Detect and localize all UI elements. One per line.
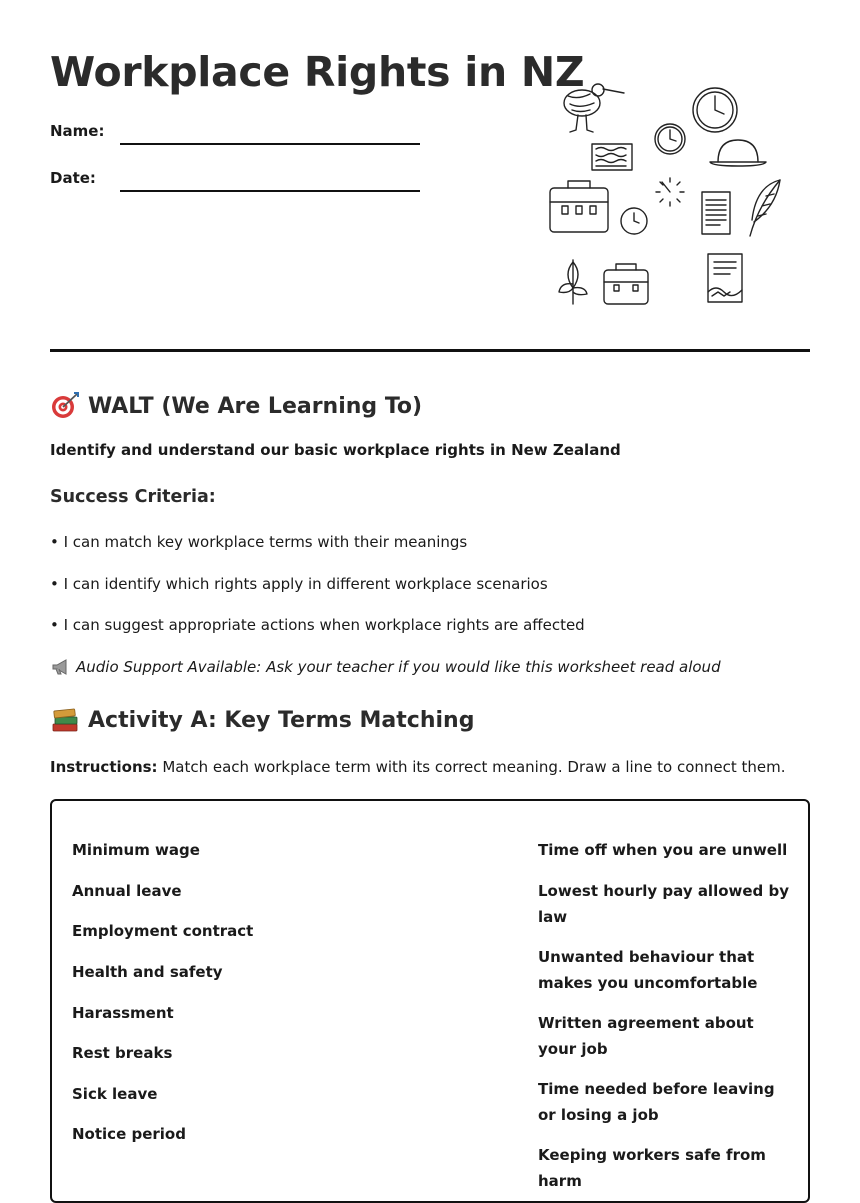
criteria-item: • I can suggest appropriate actions when workplace rights are affected bbox=[50, 616, 585, 634]
criteria-item: • I can identify which rights apply in different workplace scenarios bbox=[50, 575, 548, 593]
matching-box bbox=[50, 799, 810, 1203]
activity-a-instructions bbox=[50, 758, 786, 776]
clock-icon bbox=[621, 208, 647, 234]
document-icon bbox=[702, 192, 730, 234]
meaning-item[interactable]: Unwanted behaviour that makes you uncomfortable bbox=[538, 948, 758, 992]
briefcase-icon bbox=[604, 264, 648, 304]
term-item[interactable]: Minimum wage bbox=[72, 841, 200, 859]
meaning-item[interactable]: Written agreement about your job bbox=[538, 1014, 754, 1058]
criteria-item: • I can match key workplace terms with their meanings bbox=[50, 533, 468, 551]
audio-support-note bbox=[50, 657, 721, 677]
term-item[interactable]: Annual leave bbox=[72, 882, 182, 900]
briefcase-icon bbox=[550, 181, 608, 232]
term-item[interactable]: Notice period bbox=[72, 1125, 186, 1143]
meaning-item[interactable]: Lowest hourly pay allowed by law bbox=[538, 882, 790, 926]
term-item[interactable]: Health and safety bbox=[72, 963, 223, 981]
megaphone-icon bbox=[50, 657, 72, 677]
date-field[interactable] bbox=[120, 190, 420, 192]
pattern-tile-icon bbox=[592, 144, 632, 170]
clock-icon bbox=[656, 178, 684, 206]
instructions-label: Instructions: bbox=[50, 758, 158, 776]
term-item[interactable]: Rest breaks bbox=[72, 1044, 173, 1062]
fern-leaf-icon bbox=[750, 180, 780, 236]
walt-statement: Identify and understand our basic workplace rights in New Zealand bbox=[50, 441, 621, 459]
activity-a-heading bbox=[50, 706, 474, 734]
clock-icon bbox=[655, 124, 685, 154]
term-item[interactable]: Employment contract bbox=[72, 922, 254, 940]
page-title: Workplace Rights in NZ bbox=[50, 48, 585, 96]
meaning-item[interactable]: Time off when you are unwell bbox=[538, 841, 788, 859]
meaning-item[interactable]: Keeping workers safe from harm bbox=[538, 1146, 766, 1190]
instructions-text: Match each workplace term with its correct meaning. Draw a line to connect them. bbox=[157, 758, 786, 776]
workplace-illustration bbox=[540, 78, 790, 318]
term-item[interactable]: Sick leave bbox=[72, 1085, 158, 1103]
term-item[interactable]: Harassment bbox=[72, 1004, 174, 1022]
kiwi-bird-icon bbox=[564, 84, 624, 132]
handshake-contract-icon bbox=[708, 254, 742, 302]
walt-heading bbox=[50, 391, 422, 421]
fern-leaf-icon bbox=[559, 260, 587, 304]
clock-icon bbox=[693, 88, 737, 132]
section-divider bbox=[50, 349, 810, 352]
date-label: Date: bbox=[50, 169, 96, 187]
books-icon bbox=[50, 706, 80, 734]
activity-a-heading-text: Activity A: Key Terms Matching bbox=[88, 707, 475, 733]
meaning-item[interactable]: Time needed before leaving or losing a job bbox=[538, 1080, 775, 1124]
success-criteria-heading: Success Criteria: bbox=[50, 487, 216, 507]
hard-hat-icon bbox=[710, 140, 766, 166]
target-icon bbox=[50, 391, 80, 421]
name-label: Name: bbox=[50, 122, 105, 140]
walt-heading-text: WALT (We Are Learning To) bbox=[88, 393, 423, 419]
name-field[interactable] bbox=[120, 143, 420, 145]
audio-support-text: Audio Support Available: Ask your teacher if you would like this worksheet read aloud bbox=[76, 658, 721, 676]
